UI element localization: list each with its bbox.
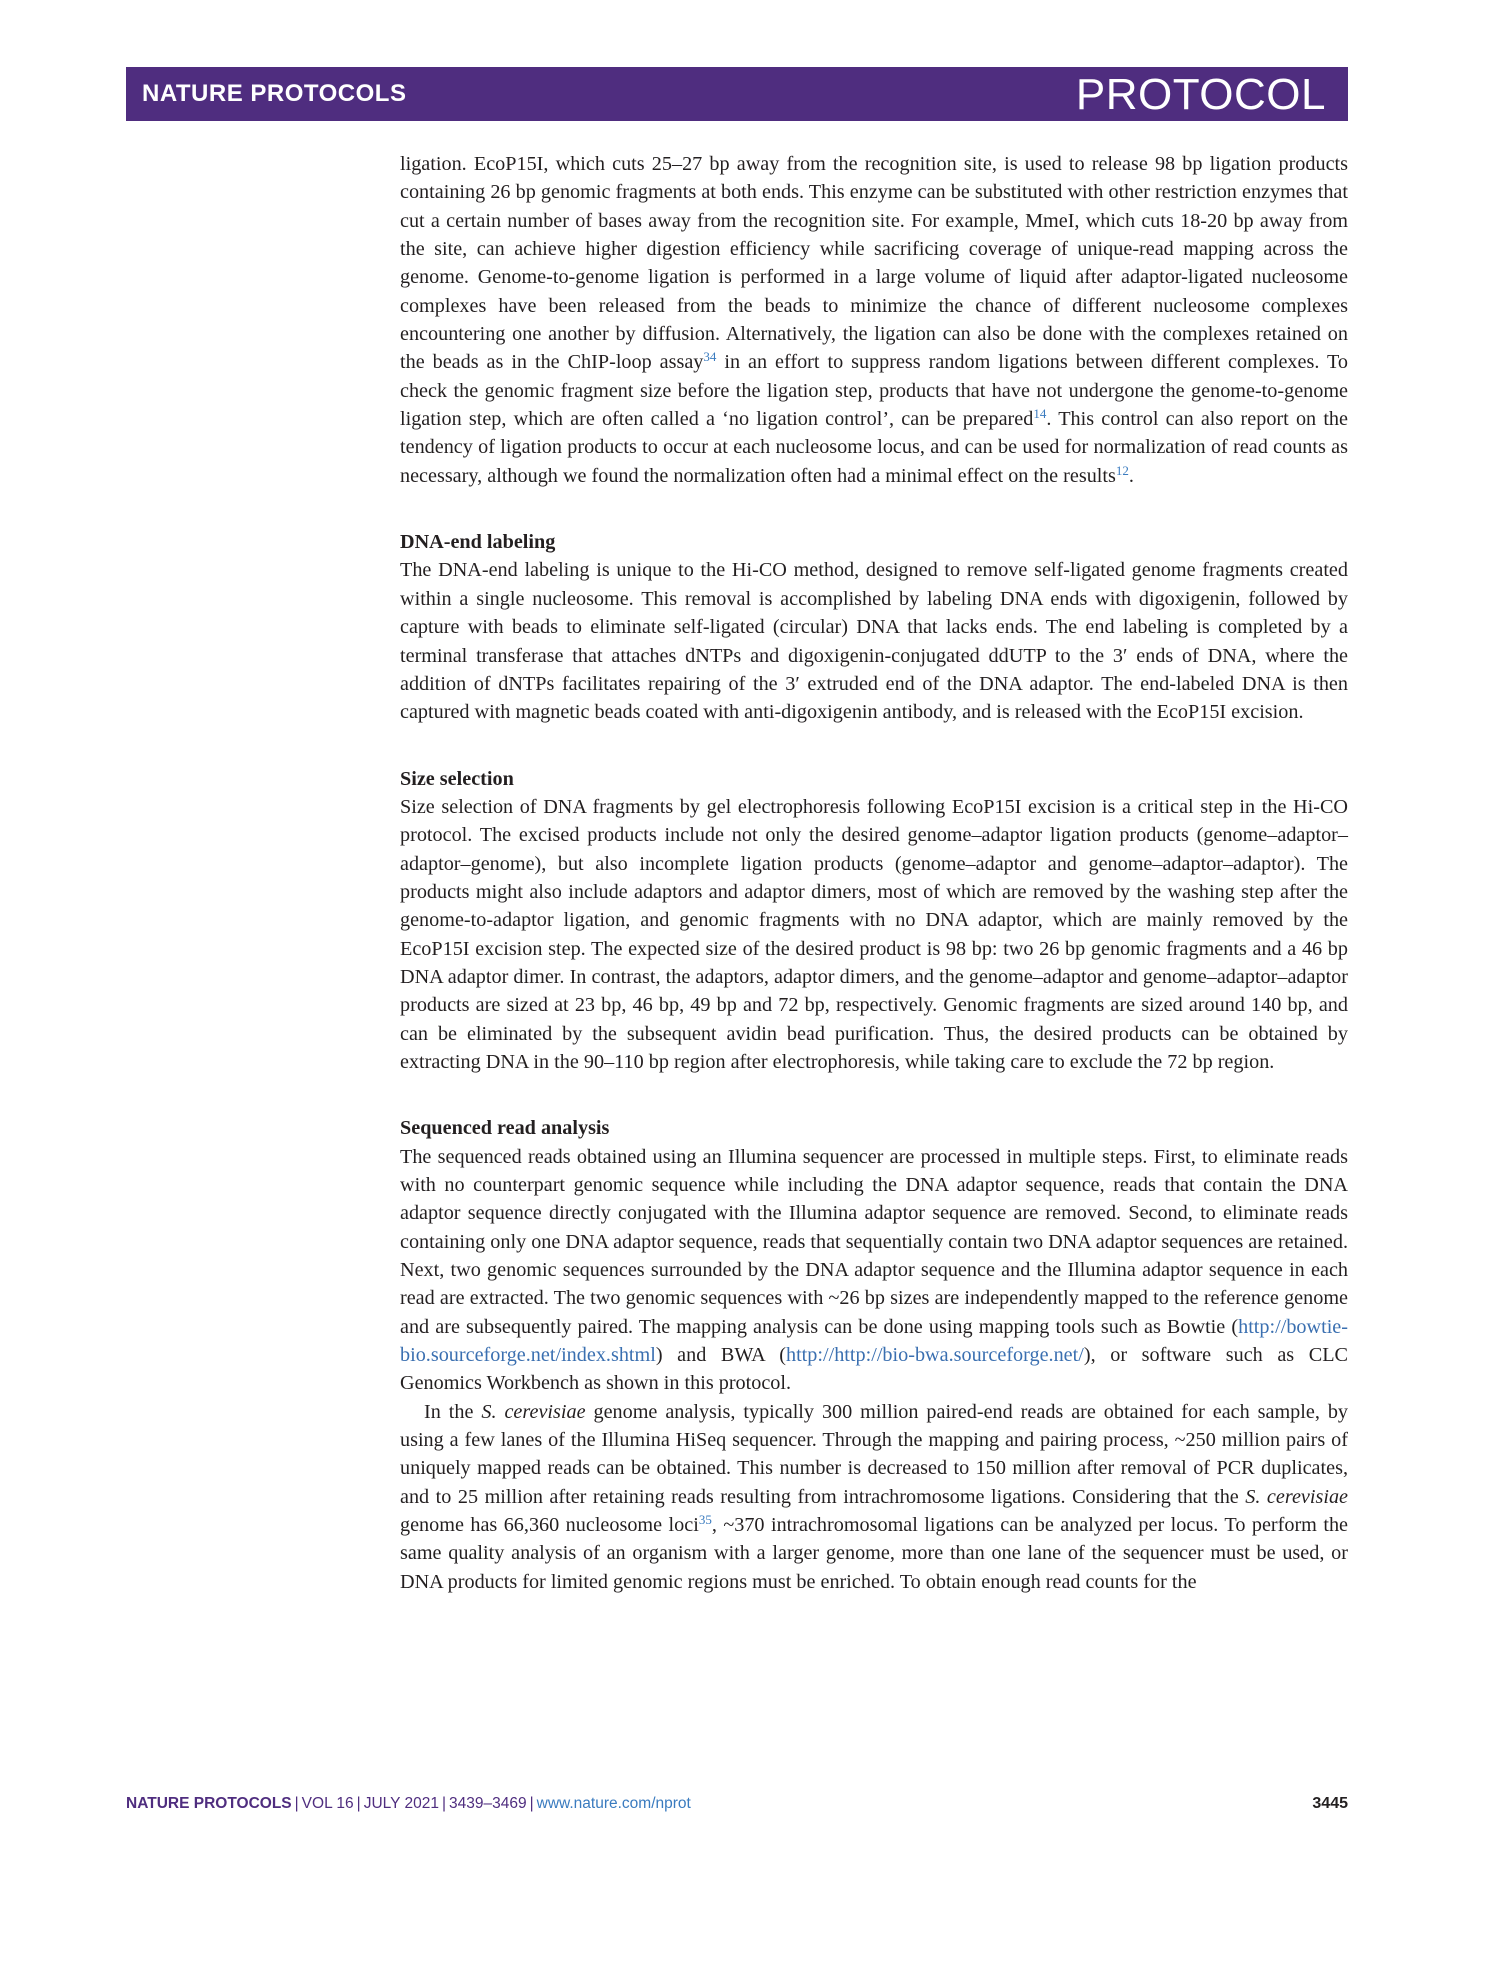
section-heading: Size selection bbox=[400, 767, 514, 790]
paragraph: The sequenced reads obtained using an Illumina sequencer are processed in multiple steps. First, to eliminate reads with no counterpart genomic sequence while including the DNA adaptor sequence, reads that contain the DNA adaptor sequence directly conjugated with the Illumina adaptor sequence are removed. Second, to eliminate reads containing only one DNA adaptor sequence, reads that sequentially contain two DNA adaptor sequences are retained. Next, two genomic sequences surrounded by the DNA adaptor sequence and the Illumina adaptor sequence in each read are extracted. The two genomic sequences with ~26 bp sizes are independently mapped to the reference genome and are subsequently paired. The mapping analysis can be done using mapping tools such as Bowtie (http://bowtie-bio.sourceforge.net/index.shtml) and BWA (http://http://bio-bwa.sourceforge.net/), or software such as CLC Genomics Workbench as shown in this protocol. bbox=[400, 1145, 1349, 1395]
article-body bbox=[400, 150, 1348, 1596]
footer-journal: NATURE PROTOCOLS bbox=[126, 1795, 292, 1812]
page-footer: NATURE PROTOCOLS | VOL 16 | JULY 2021 | 3439–3469 | www.nature.com/nprot 3445 bbox=[126, 1795, 1348, 1812]
page-number: 3445 bbox=[1312, 1795, 1348, 1812]
citation-12[interactable]: 12 bbox=[1115, 462, 1129, 478]
section-sequenced-read-analysis bbox=[400, 1114, 1348, 1596]
footer-pages: 3439–3469 bbox=[449, 1795, 527, 1812]
footer-volume: VOL 16 bbox=[301, 1795, 354, 1812]
footer-date: JULY 2021 bbox=[363, 1795, 439, 1812]
footer-url[interactable]: www.nature.com/nprot bbox=[536, 1795, 691, 1812]
citation-34[interactable]: 34 bbox=[703, 349, 717, 365]
article-type: PROTOCOL bbox=[1075, 70, 1326, 119]
section-heading: DNA-end labeling bbox=[400, 531, 556, 554]
bwa-link[interactable]: http://http://bio-bwa.sourceforge.net/ bbox=[785, 1344, 1084, 1367]
citation-14[interactable]: 14 bbox=[1033, 406, 1047, 422]
paragraph: Size selection of DNA fragments by gel electrophoresis following EcoP15I excision is a critical step in the Hi-CO protocol. The excised products include not only the desired genome–adaptor ligation products (genome–adaptor–adaptor–genome), but also incomplete ligation products (genome–adaptor and genome–adaptor–adaptor). The products might also include adaptors and adaptor dimers, most of which are removed by the washing step after the genome-to-adaptor ligation, and genomic fragments with no DNA adaptor, which are mainly removed by the EcoP15I excision step. The expected size of the desired product is 98 bp: two 26 bp genomic fragments and a 46 bp DNA adaptor dimer. In contrast, the adaptors, adaptor dimers, and the genome–adaptor and genome–adaptor–adaptor products are sized at 23 bp, 46 bp, 49 bp and 72 bp, respectively. Genomic fragments are sized around 140 bp, and can be eliminated by the subsequent avidin bead purification. Thus, the desired products can be obtained by extracting DNA in the 90–110 bp region after electrophoresis, while taking care to exclude the 72 bp region. bbox=[400, 795, 1348, 1073]
journal-name: NATURE PROTOCOLS bbox=[142, 80, 407, 107]
paragraph: The DNA-end labeling is unique to the Hi-CO method, designed to remove self-ligated genome fragments created within a single nucleosome. This removal is accomplished by labeling DNA ends with digoxigenin, followed by capture with beads to eliminate self-ligated (circular) DNA that lacks ends. The end labeling is completed by a terminal transferase that attaches dNTPs and digoxigenin-conjugated ddUTP to the 3′ ends of DNA, where the addition of dNTPs facilitates repairing of the 3′ extruded end of the DNA adaptor. The end-labeled DNA is then captured with magnetic beads coated with anti-digoxigenin antibody, and is released with the EcoP15I excision. bbox=[400, 559, 1348, 724]
section-size-selection bbox=[400, 765, 1348, 1077]
bowtie-link[interactable]: http://bowtie-bio.sourceforge.net/index.shtml bbox=[400, 1315, 1348, 1367]
citation-35[interactable]: 35 bbox=[698, 1512, 712, 1528]
paragraph: In the S. cerevisiae genome analysis, typically 300 million paired-end reads are obtained for each sample, by using a few lanes of the Illumina HiSeq sequencer. Through the mapping and pairing process, ~250 million pairs of uniquely mapped reads can be obtained. This number is decreased to 150 million after removal of PCR duplicates, and to 25 million after retaining reads resulting from intrachromosome ligations. Considering that the S. cerevisiae genome has 66,360 nucleosome loci$^{35}$, ~370 intrachromosomal ligations can be analyzed per locus. To perform the same quality analysis of an organism with a larger genome, more than one lane of the sequencer must be used, or DNA products for limited genomic regions must be enriched. To obtain enough read counts for the bbox=[400, 1400, 1349, 1593]
paragraph-ligation: ligation. EcoP15I, which cuts 25–27 bp away from the recognition site, is used to release 98 bp ligation products containing 26 bp genomic fragments at both ends. This enzyme can be substituted with other restriction enzymes that cut a certain number of bases away from the recognition site. For example, MmeI, which cuts 18-20 bp away from the site, can achieve higher digestion efficiency while sacrificing coverage of unique-read mapping across the genome. Genome-to-genome ligation is performed in a large volume of liquid after adaptor-ligated nucleosome complexes have been released from the beads to minimize the chance of different nucleosome complexes encountering one another by diffusion. Alternatively, the ligation can also be done with the complexes retained on the beads as in the ChIP-loop assay$^{34}$ in an effort to suppress random ligations between different complexes. To check the genomic fragment size before the ligation step, products that have not undergone the genome-to-genome ligation step, which are often called a ‘no ligation control’, can be prepared$^{14}$. This control can also report on the tendency of ligation products to occur at each nucleosome locus, and can be used for normalization of read counts as necessary, although we found the normalization often had a minimal effect on the results$^{12}$. bbox=[400, 153, 1348, 487]
header-bar bbox=[126, 67, 1348, 121]
section-heading: Sequenced read analysis bbox=[400, 1117, 610, 1140]
section-dna-end-labeling bbox=[400, 528, 1348, 726]
